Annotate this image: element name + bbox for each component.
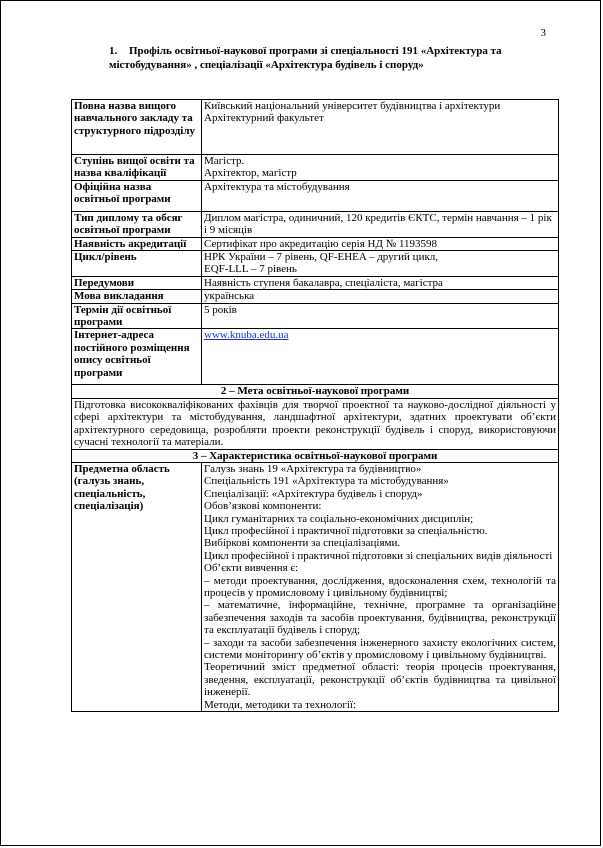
table-row: [72, 251, 559, 277]
row-value: [202, 251, 559, 277]
row-value: [202, 329, 559, 385]
objects-heading: Об’єкти вивчення є:: [204, 562, 299, 575]
table-row: [72, 180, 559, 211]
row-label: Офіційна назва освітньої програми: [72, 180, 202, 211]
cycle-line-2: EQF-LLL – 7 рівень: [204, 263, 297, 276]
row-label: Передумови: [72, 276, 202, 289]
row-label: Наявність акредитації: [72, 237, 202, 250]
qualification: Архітектор, магістр: [204, 167, 297, 180]
program-profile-table: [71, 99, 559, 712]
field-of-knowledge: Галузь знань 19 «Архітектура та будівництво»: [204, 462, 422, 475]
heading-line-2: містобудування» , спеціалізації «Архітектура будівель і споруд»: [109, 59, 424, 71]
table-row: [72, 329, 559, 385]
row-label: Цикл/рівень: [72, 251, 202, 277]
row-label: Предметна область (галузь знань, спеціальність, спеціалізація): [72, 462, 202, 711]
section-heading: [109, 44, 549, 72]
faculty-name: Архітектурний факультет: [204, 112, 324, 125]
row-value: [202, 100, 559, 155]
table-row: [72, 100, 559, 155]
component-item: Вибіркові компоненти за спеціалізаціями.: [204, 537, 401, 550]
component-item: Цикл професійної і практичної підготовки за спеціальністю.: [204, 524, 488, 537]
row-value: 5 років: [202, 303, 559, 329]
row-label: Мова викладання: [72, 290, 202, 303]
program-website-link[interactable]: www.knuba.edu.ua: [204, 329, 289, 342]
theoretical-content: Теоретичний зміст предметної області: теорія процесів проектування, зведення, експлуатації, реконструкції об’єктів будівництва та цивільної інженерії.: [204, 661, 556, 699]
component-item: Цикл професійної і практичної підготовки зі спеціальних видів діяльності: [204, 549, 553, 562]
table-row: [72, 237, 559, 250]
program-goal-text: Підготовка висококваліфікованих фахівців для творчої проектної та науково-дослідної діяльності у сфері архітектури та містобудування, ландшафтної архітектури, здатних проектувати об’єкти архітектурного середовища, розробляти проекти реконструкції будівель і споруд, використовуючи сучасні технології та матеріали.: [72, 398, 559, 449]
table-row: [72, 211, 559, 237]
section-header-row: [72, 385, 559, 398]
mandatory-components-heading: Обов’язкові компоненти:: [204, 500, 322, 513]
row-value: [202, 155, 559, 181]
specialty: Спеціальність 191 «Архітектура та містобудування»: [204, 475, 449, 488]
table-row: [72, 290, 559, 303]
objects-item: – заходи та засоби забезпечення інженерного захисту екологічних систем, системи моніторингу об’єктів у промисловому і цивільному будівництві.: [204, 636, 556, 661]
section-2-title: 2 – Мета освітньої-наукової програми: [72, 385, 559, 398]
row-label: Ступінь вищої освіти та назва кваліфікації: [72, 155, 202, 181]
table-row: [72, 276, 559, 289]
section-3-title: 3 – Характеристика освітньої-наукової програми: [72, 449, 559, 462]
objects-item: – математичне, інформаційне, технічне, програмне та організаційне забезпечення заходів та засобів проектування, будівництва, реконструкції та експлуатації будівель і споруд;: [204, 599, 556, 637]
row-label: Повна назва вищого навчального закладу та структурного підрозділу: [72, 100, 202, 155]
institution-name: Київський національний університет будівництва і архітектури: [204, 100, 501, 112]
table-row: [72, 155, 559, 181]
cycle-line-1: НРК України – 7 рівень, QF-EHEA – другий цикл,: [204, 251, 439, 264]
section-header-row: [72, 449, 559, 462]
row-value: [202, 462, 559, 711]
component-item: Цикл гуманітарних та соціально-економічних дисциплін;: [204, 512, 474, 525]
heading-line-1: Профіль освітньої-наукової програми зі спеціальності 191 «Архітектура та: [129, 45, 502, 57]
page-number: 3: [540, 27, 546, 39]
row-value: Архітектура та містобудування: [202, 180, 559, 211]
row-value: Сертифікат про акредитацію серія НД № 1193598: [202, 237, 559, 250]
heading-number: 1.: [109, 45, 118, 57]
methods-heading: Методи, методики та технології:: [204, 698, 357, 711]
row-value: українська: [202, 290, 559, 303]
row-label: Термін дії освітньої програми: [72, 303, 202, 329]
objects-item: – методи проектування, дослідження, вдосконалення схем, технологій та процесів у промисловому і цивільному будівництві;: [204, 574, 556, 599]
row-label: Інтернет-адреса постійного розміщення опису освітньої програми: [72, 329, 202, 385]
degree-level: Магістр.: [204, 155, 245, 167]
specialization: Спеціалізації: «Архітектура будівель і споруд»: [204, 487, 423, 500]
table-row: [72, 303, 559, 329]
table-row: [72, 462, 559, 711]
row-value: Наявність ступеня бакалавра, спеціаліста, магістра: [202, 276, 559, 289]
table-row: [72, 398, 559, 449]
row-label: Тип диплому та обсяг освітньої програми: [72, 211, 202, 237]
row-value: Диплом магістра, одиничний, 120 кредитів ЄКТС, термін навчання – 1 рік і 9 місяців: [202, 211, 559, 237]
